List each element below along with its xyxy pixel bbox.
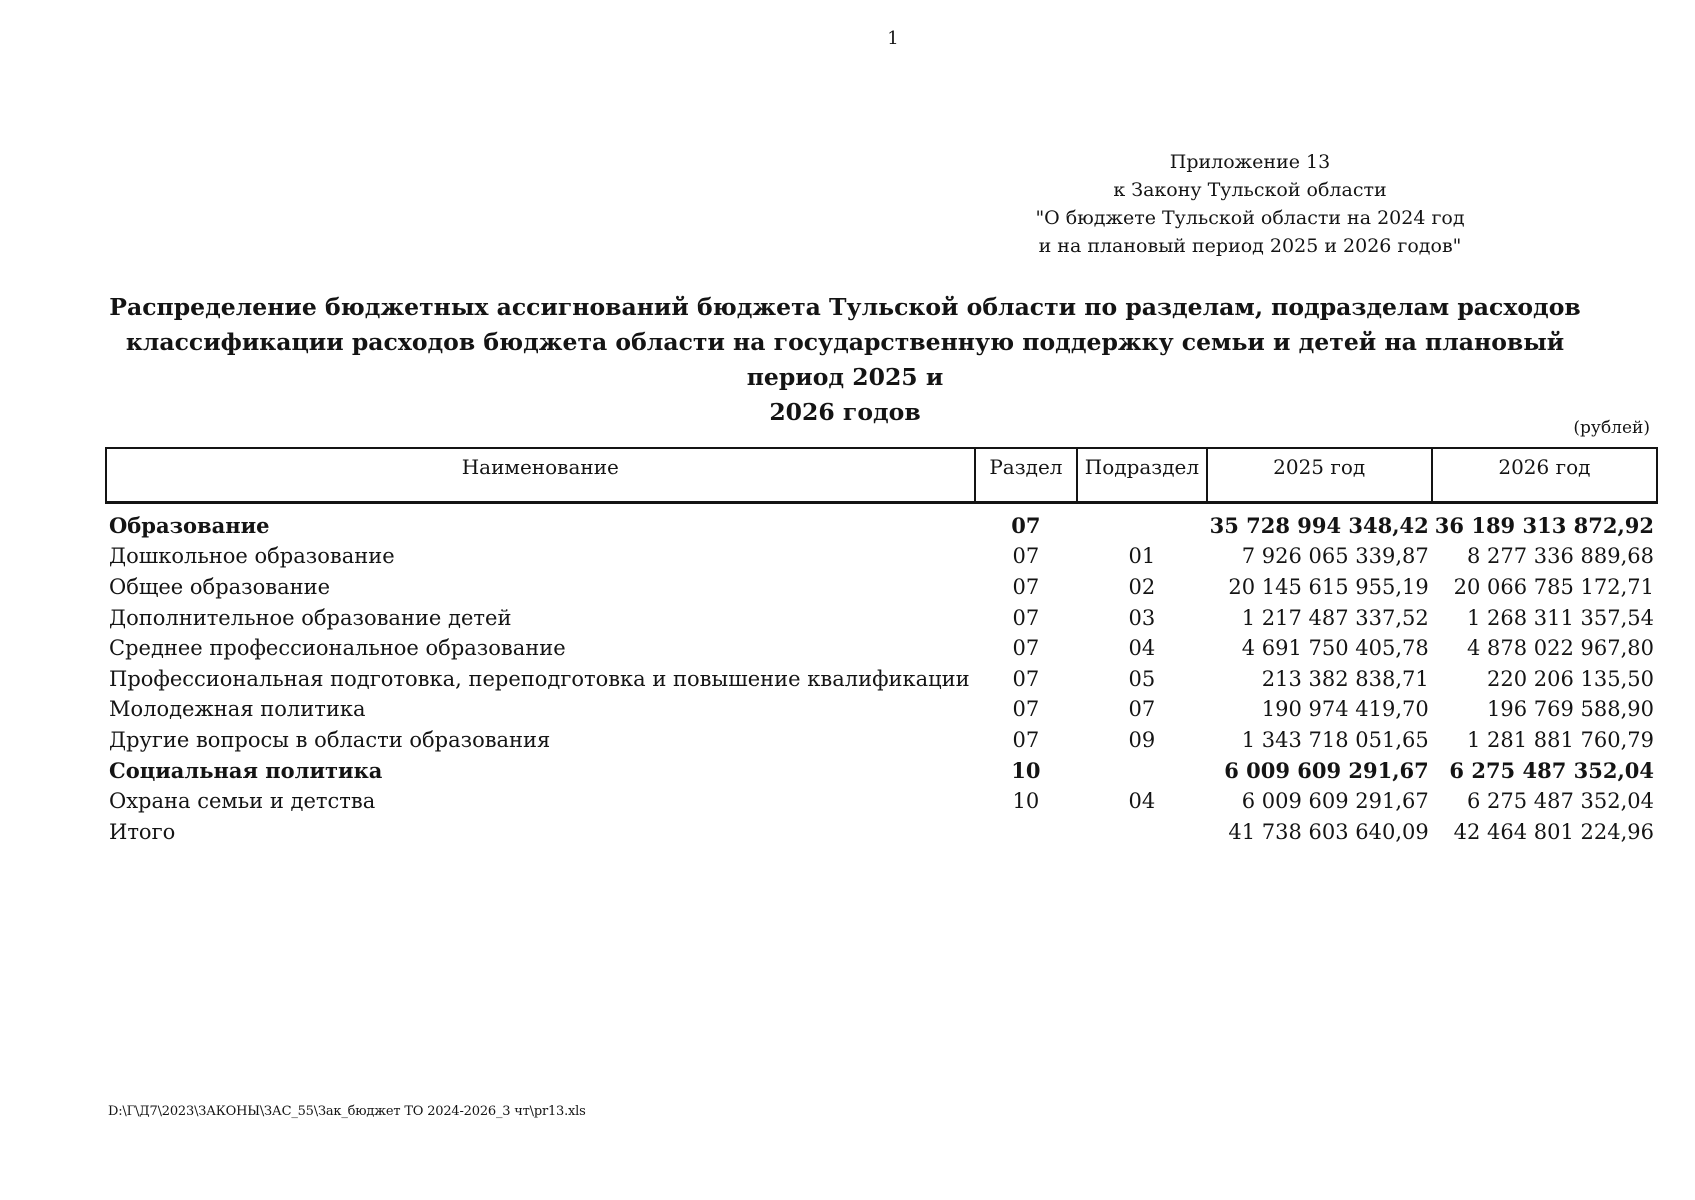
cell-name: Другие вопросы в области образования — [109, 727, 551, 752]
title-line: Распределение бюджетных ассигнований бюджета Тульской области по разделам, подразделам расходов — [109, 293, 1581, 321]
cell-section: 07 — [1012, 574, 1040, 599]
cell-2026: 20 066 785 172,71 — [1453, 574, 1654, 599]
cell-section: 07 — [1012, 666, 1040, 691]
cell-name: Профессиональная подготовка, переподготовка и повышение квалификации — [109, 666, 970, 691]
cell-subsection: 09 — [1128, 727, 1156, 752]
page-number: 1 — [887, 28, 899, 49]
table-row — [106, 572, 1657, 603]
cell-subsection: 03 — [1128, 605, 1156, 630]
appendix-line: и на плановый период 2025 и 2026 годов" — [1038, 235, 1462, 257]
cell-name: Молодежная политика — [109, 697, 366, 722]
table-row — [106, 663, 1657, 694]
header-2025: 2025 год — [1207, 448, 1432, 502]
cell-name: Общее образование — [109, 574, 331, 599]
cell-section: 07 — [1012, 605, 1040, 630]
file-path: D:\Г\Д7\2023\ЗАКОНЫ\ЗАС_55\Зак_бюджет ТО 2024-2026_3 чт\pr13.xls — [108, 1104, 586, 1119]
cell-name: Среднее профессиональное образование — [109, 636, 566, 661]
cell-2026: 36 189 313 872,92 — [1434, 513, 1654, 539]
table-body — [106, 502, 1657, 847]
cell-2026: 42 464 801 224,96 — [1453, 819, 1654, 844]
cell-2025: 7 926 065 339,87 — [1241, 544, 1429, 569]
cell-section: 07 — [1012, 697, 1040, 722]
appendix-line: "О бюджете Тульской области на 2024 год — [1035, 207, 1465, 229]
cell-subsection: 07 — [1128, 697, 1156, 722]
cell-2025: 6 009 609 291,67 — [1241, 789, 1429, 814]
cell-2025: 35 728 994 348,42 — [1209, 513, 1429, 539]
cell-2026: 220 206 135,50 — [1487, 666, 1654, 691]
cell-name: Охрана семьи и детства — [109, 789, 376, 814]
cell-2025: 20 145 615 955,19 — [1228, 574, 1429, 599]
cell-name: Итого — [109, 819, 176, 844]
cell-name: Дошкольное образование — [109, 544, 395, 569]
header-2026: 2026 год — [1432, 448, 1657, 502]
cell-subsection: 02 — [1128, 574, 1156, 599]
appendix-line: Приложение 13 — [1169, 151, 1331, 173]
table-row — [106, 725, 1657, 756]
header-section: Раздел — [975, 448, 1078, 502]
header-name: Наименование — [106, 448, 975, 502]
cell-2025: 190 974 419,70 — [1261, 697, 1429, 722]
appendix-line: к Закону Тульской области — [1113, 179, 1387, 201]
cell-subsection — [1077, 816, 1206, 847]
table-row — [106, 816, 1657, 847]
cell-section: 07 — [1012, 544, 1040, 569]
cell-2025: 1 217 487 337,52 — [1241, 605, 1429, 630]
cell-subsection — [1077, 502, 1206, 541]
cell-2025: 1 343 718 051,65 — [1241, 727, 1429, 752]
cell-name: Социальная политика — [109, 758, 383, 784]
cell-section: 10 — [1012, 789, 1040, 814]
table-row — [106, 786, 1657, 817]
cell-2026: 196 769 588,90 — [1487, 697, 1654, 722]
cell-section: 10 — [1011, 758, 1041, 784]
cell-section: 07 — [1011, 513, 1041, 539]
cell-section: 07 — [1012, 727, 1040, 752]
cell-subsection: 04 — [1128, 636, 1156, 661]
cell-2025: 6 009 609 291,67 — [1224, 758, 1429, 784]
cell-2026: 1 268 311 357,54 — [1466, 605, 1654, 630]
cell-name: Образование — [109, 513, 270, 539]
table-header-row — [106, 448, 1657, 502]
cell-section: 07 — [1012, 636, 1040, 661]
title-line: классификации расходов бюджета области на государственную поддержку семьи и детей на плановый период 2025 и — [125, 328, 1565, 391]
table-row — [106, 633, 1657, 664]
table-row — [106, 541, 1657, 572]
cell-2025: 213 382 838,71 — [1261, 666, 1429, 691]
cell-2026: 6 275 487 352,04 — [1449, 758, 1654, 784]
budget-table — [105, 447, 1658, 847]
appendix-note — [1000, 148, 1500, 260]
title-line: 2026 годов — [769, 398, 921, 426]
table-row — [106, 755, 1657, 786]
cell-name: Дополнительное образование детей — [109, 605, 512, 630]
table-row — [106, 694, 1657, 725]
units-label: (рублей) — [1573, 418, 1650, 438]
cell-2026: 4 878 022 967,80 — [1466, 636, 1654, 661]
cell-subsection — [1077, 755, 1206, 786]
cell-subsection: 04 — [1128, 789, 1156, 814]
cell-subsection: 05 — [1128, 666, 1156, 691]
header-subsection: Подраздел — [1077, 448, 1206, 502]
table-row — [106, 602, 1657, 633]
cell-2026: 6 275 487 352,04 — [1466, 789, 1654, 814]
cell-2026: 1 281 881 760,79 — [1466, 727, 1654, 752]
cell-subsection: 01 — [1128, 544, 1156, 569]
cell-2025: 4 691 750 405,78 — [1241, 636, 1429, 661]
cell-2026: 8 277 336 889,68 — [1466, 544, 1654, 569]
cell-section — [975, 816, 1078, 847]
document-title — [100, 290, 1590, 430]
cell-2025: 41 738 603 640,09 — [1228, 819, 1429, 844]
table-row — [106, 502, 1657, 541]
